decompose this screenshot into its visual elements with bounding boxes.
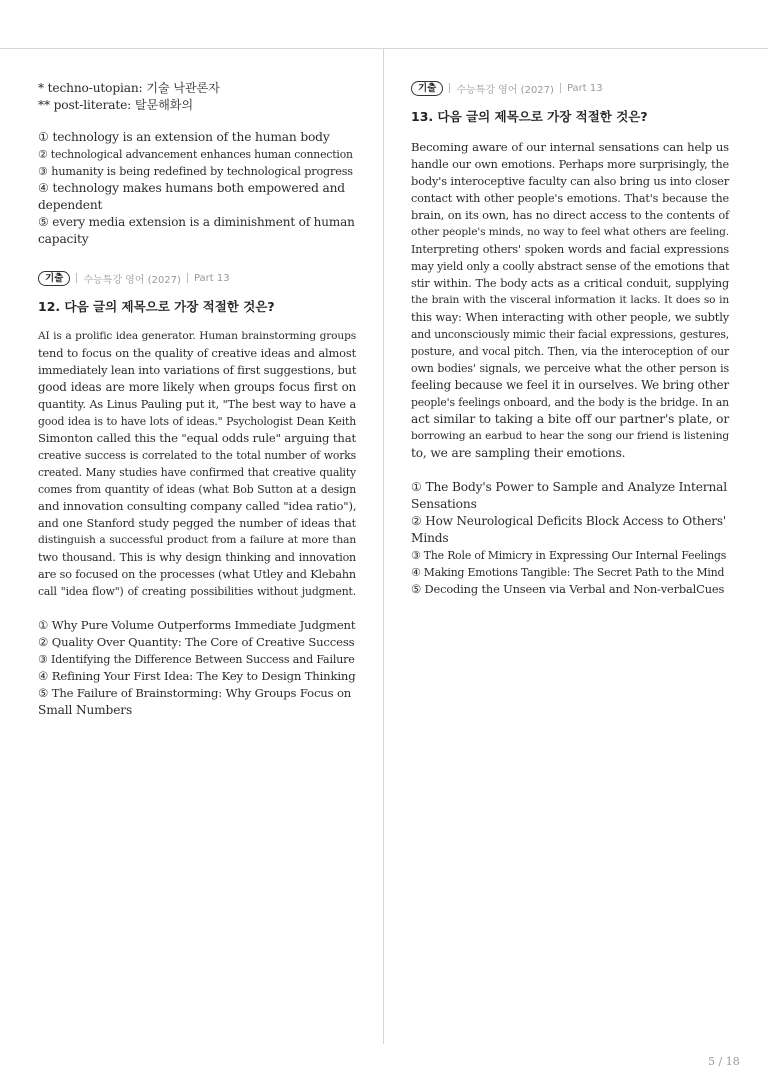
answer-choice: ① The Body's Power to Sample and Analyze Internal xyxy=(411,480,728,494)
answer-choice: ④ Making Emotions Tangible: The Secret Path to the Mind xyxy=(411,566,725,579)
passage-line: people's feelings onboard, and the body is the bridge. In an xyxy=(411,396,729,409)
passage-line: good ideas are more likely when groups focus first on xyxy=(38,380,356,394)
tag-separator xyxy=(187,273,188,283)
passage-line: call "idea flow") of creating possibilities without judgment. xyxy=(38,585,356,598)
source-label: 수능특강 영어 (2027) xyxy=(456,84,554,96)
passage-line: AI is a prolific idea generator. Human brainstorming groups xyxy=(38,330,356,342)
passage-line: posture, and vocal pitch. Then, via the interoception of our xyxy=(411,345,729,358)
passage-line: this way: When interacting with other people, we subtly xyxy=(411,310,729,324)
passage-line: contact with other people's emotions. That's because the xyxy=(411,192,729,205)
passage-line: creative success is correlated to the total number of works xyxy=(38,449,356,462)
passage-line: borrowing an earbud to hear the song our friend is listening xyxy=(411,430,729,442)
passage-line: created. Many studies have confirmed that creative quality xyxy=(38,466,356,479)
footnote: ** post-literate: 탈문해화의 xyxy=(38,98,193,112)
passage-line: feeling because we feel it in ourselves. We bring other xyxy=(411,378,729,392)
passage-line: to, we are sampling their emotions. xyxy=(411,446,626,460)
source-label: 수능특강 영어 (2027) xyxy=(83,274,181,286)
question-title: 13. 다음 글의 제목으로 가장 적절한 것은? xyxy=(411,109,648,124)
answer-choice: ① technology is an extension of the human body xyxy=(38,130,330,144)
answer-choice: dependent xyxy=(38,198,103,212)
passage-line: quantity. As Linus Pauling put it, "The best way to have a xyxy=(38,398,356,411)
passage-line: are so focused on the processes (what Utley and Klebahn xyxy=(38,568,356,581)
passage-line: the brain with the visceral information it lacks. It does so in xyxy=(411,294,729,306)
passage-line: and one Stanford study pegged the number of ideas that xyxy=(38,517,356,530)
answer-choice: ③ humanity is being redefined by technological progress xyxy=(38,165,353,178)
answer-choice: capacity xyxy=(38,232,89,246)
answer-choice: ③ Identifying the Difference Between Success and Failure xyxy=(38,653,355,666)
answer-choice: ② How Neurological Deficits Block Access to Others' xyxy=(411,514,727,528)
part-label: Part 13 xyxy=(193,272,230,284)
passage-line: immediately lean into variations of first suggestions, but xyxy=(38,363,357,377)
passage-line: own bodies' signals, we perceive what the other person is xyxy=(411,362,729,375)
passage-line: handle our own emotions. Perhaps more surprisingly, the xyxy=(411,158,729,171)
passage-line: other people's minds, no way to feel what others are feeling. xyxy=(411,226,729,238)
tag-separator xyxy=(560,83,561,93)
answer-choice: Minds xyxy=(411,531,449,545)
column-divider xyxy=(383,49,384,1044)
passage-line: Simonton called this the "equal odds rule" arguing that xyxy=(38,431,356,445)
passage-line: good idea is to have lots of ideas." Psychologist Dean Keith xyxy=(38,415,356,428)
tag-separator xyxy=(449,83,450,93)
answer-choice: ⑤ The Failure of Brainstorming: Why Groups Focus on xyxy=(38,686,352,700)
passage-line: and unconsciously mimic their facial expressions, gestures, xyxy=(411,328,729,341)
header-rule xyxy=(0,48,768,49)
passage-line: two thousand. This is why design thinking and innovation xyxy=(38,551,356,564)
answer-choice: ③ The Role of Mimicry in Expressing Our Internal Feelings xyxy=(411,549,727,562)
passage-line: body's interoceptive faculty can also bring us into closer xyxy=(411,174,730,188)
answer-choice: ① Why Pure Volume Outperforms Immediate Judgment xyxy=(38,618,356,632)
passage-line: and innovation consulting company called "idea ratio"), xyxy=(38,499,357,513)
passage-line: tend to focus on the quality of creative ideas and almost xyxy=(38,346,356,360)
source-tag xyxy=(38,270,230,286)
question-title: 12. 다음 글의 제목으로 가장 적절한 것은? xyxy=(38,299,275,314)
passage-line: comes from quantity of ideas (what Bob Sutton at a design xyxy=(38,483,356,496)
exam-badge: 기출 xyxy=(38,271,70,286)
answer-choice: ② Quality Over Quantity: The Core of Creative Success xyxy=(38,635,355,649)
source-tag xyxy=(411,80,603,96)
passage-line: brain, on its own, has no direct access to the contents of xyxy=(411,208,730,222)
tag-separator xyxy=(76,273,77,283)
passage-line: distinguish a successful product from a failure at more than xyxy=(38,534,356,546)
answer-choice: ⑤ every media extension is a diminishment of human xyxy=(38,215,355,229)
passage-line: act similar to taking a bite off our partner's plate, or xyxy=(411,412,729,426)
part-label: Part 13 xyxy=(566,82,603,94)
answer-choice: ⑤ Decoding the Unseen via Verbal and Non-verbalCues xyxy=(411,582,725,596)
answer-choice: ④ technology makes humans both empowered and xyxy=(38,181,345,195)
answer-choice: ④ Refining Your First Idea: The Key to Design Thinking xyxy=(38,669,356,683)
answer-choice: Sensations xyxy=(411,497,477,511)
answer-choice: Small Numbers xyxy=(38,703,133,717)
footnote: * techno-utopian: 기술 낙관론자 xyxy=(38,81,220,95)
passage-line: stir within. The body acts as a critical conduit, supplying xyxy=(411,277,729,290)
page-number: 5 / 18 xyxy=(708,1055,740,1068)
passage-line: may yield only a coolly abstract sense of the emotions that xyxy=(411,260,730,273)
passage-line: Becoming aware of our internal sensations can help us xyxy=(411,140,729,154)
passage-line: Interpreting others' spoken words and facial expressions xyxy=(411,243,729,256)
answer-choice: ② technological advancement enhances human connection xyxy=(38,148,353,161)
exam-badge: 기출 xyxy=(411,81,443,96)
